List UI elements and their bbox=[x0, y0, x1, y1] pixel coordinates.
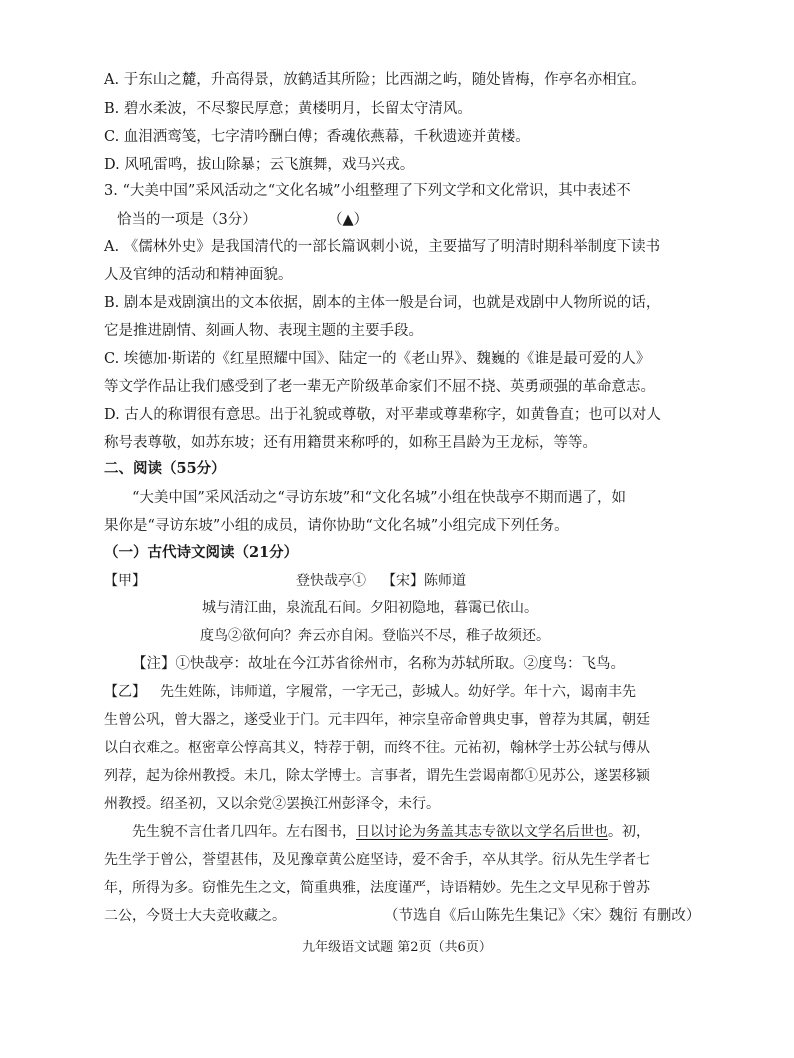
prose-p1-line5: 州教授。绍圣初，又以余党②罢换江州彭泽令，未行。 bbox=[104, 796, 440, 812]
subsection-heading: （一）古代诗文阅读（21分） bbox=[104, 544, 299, 561]
q3-stem-line1: 3. “大美中国”采风活动之“文化名城”小组整理了下列文学和文化常识，其中表述不 bbox=[104, 183, 631, 199]
section-heading: 二、阅读（55分） bbox=[104, 460, 226, 477]
prose-p1-line2: 生曾公巩，曾大器之，遂受业于门。元丰四年，神宗皇帝命曾典史事，曾荐为其属，朝廷 bbox=[104, 712, 650, 728]
poem-line2: 度鸟②欲何向？奔云亦自闲。登临兴不尽，稚子故须还。 bbox=[200, 628, 550, 644]
prose-p2-line1 bbox=[132, 822, 650, 842]
q2-option-d: D. 风吼雷鸣，拔山除暴；云飞旗舞，戏马兴戎。 bbox=[104, 157, 415, 173]
prose-p2-line1-post: 。初， bbox=[608, 824, 650, 840]
poem-author: 【宋】陈师道 bbox=[382, 573, 466, 589]
prose-p1-line1: 先生姓陈，讳师道，字履常，一字无己，彭城人。幼好学。年十六，谒南丰先 bbox=[160, 684, 636, 700]
q3-option-b-line2: 它是推进剧情、刻画人物、表现主题的主要手段。 bbox=[104, 323, 423, 339]
q3-stem-line2: 恰当的一项是（3分） bbox=[117, 212, 257, 228]
page-footer: 九年级语文试题 第2页（共6页） bbox=[302, 940, 492, 955]
q3-option-d-line1: D. 古人的称谓很有意思。出于礼貌或尊敬，对平辈或尊辈称字，如黄鲁直；也可以对人 bbox=[104, 407, 661, 423]
poem-line1: 城与清江曲，泉流乱石间。夕阳初隐地，暮霭已依山。 bbox=[202, 600, 538, 616]
section-intro-line1: “大美中国”采风活动之“寻访东坡”和“文化名城”小组在快哉亭不期而遇了，如 bbox=[132, 490, 626, 506]
q3-option-a-line2: 人及官绅的活动和精神面貌。 bbox=[104, 267, 293, 283]
prose-p2-line2: 先生学于曾公，誉望甚伟，及见豫章黄公庭坚诗，爱不舍手，卒从其学。衍从先生学者七 bbox=[104, 852, 650, 868]
prose-p1-line4: 列荐，起为徐州教授。未几，除太学博士。言事者，谓先生尝谒南都①见苏公，遂罢移颍 bbox=[104, 768, 650, 784]
prose-p2-line4: 二公，今贤士大夫竞收藏之。 bbox=[104, 908, 286, 924]
poem-note: 【注】①快哉亭：故址在今江苏省徐州市，名称为苏轼所取。②度鸟：飞鸟。 bbox=[132, 656, 625, 672]
q3-option-d-line2: 称号表尊敬，如苏东坡；还有用籍贯来称呼的，如称王昌龄为王龙标，等等。 bbox=[104, 435, 597, 451]
q3-option-c-line2: 等文学作品让我们感受到了老一辈无产阶级革命家们不屈不挠、英勇顽强的革命意志。 bbox=[104, 379, 655, 395]
q3-option-b-line1: B. 剧本是戏剧演出的文本依据，剧本的主体一般是台词，也就是戏剧中人物所说的话， bbox=[104, 295, 661, 311]
poem-tag: 【甲】 bbox=[104, 573, 146, 589]
prose-source: （节选自《后山陈先生集记》〈宋〉魏衍 有删改） bbox=[384, 908, 701, 924]
q2-option-c: C. 血泪洒鸾笺，七字清吟酬白傅；香魂依燕幕，千秋遗迹并黄楼。 bbox=[104, 129, 530, 145]
q3-option-a-line1: A. 《儒林外史》是我国清代的一部长篇讽刺小说，主要描写了明清时期科举制度下读书 bbox=[104, 239, 661, 255]
prose-tag: 【乙】 bbox=[104, 684, 146, 700]
prose-p2-line3: 年，所得为多。窃惟先生之文，简重典雅，法度谨严，诗语精妙。先生之文早见称于曾苏 bbox=[104, 880, 650, 896]
q3-option-c-line1: C. 埃德加·斯诺的《红星照耀中国》、陆定一的《老山界》、魏巍的《谁是最可爱的人》 bbox=[104, 351, 651, 367]
q2-option-a: A. 于东山之麓，升高得景，放鹤适其所险；比西湖之屿，随处皆梅，作亭名亦相宜。 bbox=[104, 72, 646, 88]
poem-title: 登快哉亭① bbox=[296, 573, 366, 589]
answer-blank: （▲） bbox=[328, 212, 369, 228]
q2-option-b: B. 碧水柔波，不尽黎民厚意；黄楼明月，长留太守清风。 bbox=[104, 101, 472, 117]
section-intro-line2: 果你是“寻访东坡”小组的成员，请你协助“文化名城”小组完成下列任务。 bbox=[104, 518, 569, 534]
prose-p2-line1-pre: 先生貌不言仕者几四年。左右图书， bbox=[132, 824, 356, 840]
prose-p1-line3: 以白衣难之。枢密章公惇高其义，特荐于朝，而终不往。元祐初，翰林学士苏公轼与傅从 bbox=[104, 740, 650, 756]
underlined-sentence: 日以讨论为务盖其志专欲以文学名后世也 bbox=[356, 824, 608, 840]
